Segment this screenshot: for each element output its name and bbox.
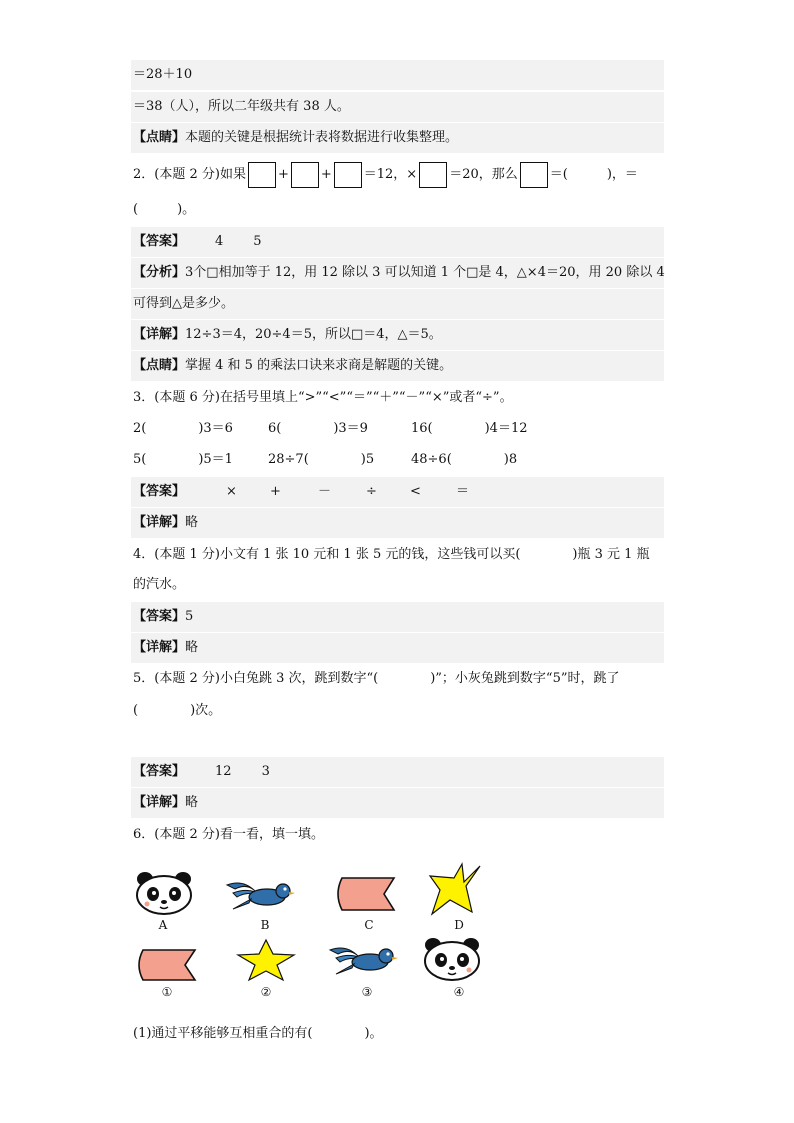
blank-box[interactable] — [291, 162, 319, 188]
blank-box[interactable] — [248, 162, 276, 188]
bird-icon — [328, 942, 398, 978]
star-icon — [236, 938, 296, 982]
star-icon — [428, 864, 484, 918]
figure-label-4: ④ — [453, 985, 465, 999]
answer-line: 【答案】 4 5 — [131, 227, 664, 257]
question-6-sub-1: (1)通过平移能够互相重合的有( )。 — [133, 1026, 383, 1041]
figure-label-d: D — [454, 918, 464, 932]
solution-line: ＝28＋10 — [131, 60, 664, 90]
figure-label-b: B — [260, 918, 270, 932]
bird-icon — [225, 877, 295, 913]
question-4: 4．(本题 1 分)小文有 1 张 10 元和 1 张 5 元的钱，这些钱可以买( )瓶 3 元 1 瓶 — [133, 547, 650, 562]
detail-line: 【详解】略 — [131, 633, 664, 663]
key-point-line: 【点睛】本题的关键是根据统计表将数据进行收集整理。 — [131, 123, 664, 153]
question-6: 6．(本题 2 分)看一看，填一填。 — [133, 827, 324, 842]
question-2-cont: ( )。 — [133, 202, 196, 217]
analysis-line: 【分析】3个□相加等于 12，用 12 除以 3 可以知道 1 个□是 4，△×4＝20，用 20 除以 4 — [131, 258, 664, 288]
analysis-line-2: 可得到△是多少。 — [131, 289, 664, 319]
detail-line: 【详解】略 — [131, 788, 664, 818]
question-3-row-2: 5( )5＝1 28÷7( )5 48÷6( )8 — [133, 452, 518, 467]
figure-label-1: ① — [161, 985, 173, 999]
question-5: 5．(本题 2 分)小白兔跳 3 次，跳到数字“( )”；小灰兔跳到数字“5”时，跳了 — [133, 671, 620, 686]
solution-line: ＝38（人），所以二年级共有 38 人。 — [131, 92, 664, 122]
blank-box[interactable] — [520, 162, 548, 188]
question-5-cont: ( )次。 — [133, 703, 222, 718]
blank-box[interactable] — [334, 162, 362, 188]
answer-line: 【答案】5 — [131, 602, 664, 632]
question-2: 2．(本题 2 分)如果 + + ＝12，× ＝20，那么 ＝( )，＝ — [131, 160, 664, 190]
blank-box[interactable] — [419, 162, 447, 188]
figure-label-a: A — [158, 918, 168, 932]
question-4-cont: 的汽水。 — [133, 577, 186, 592]
answer-line: 【答案】 12 3 — [131, 757, 664, 787]
answer-line: 【答案】 × + － ÷ < ＝ — [131, 477, 664, 507]
question-3: 3．(本题 6 分)在括号里填上“>”“<”“＝”“＋”“－”“×”或者“÷”。 — [133, 390, 513, 405]
detail-line: 【详解】12÷3＝4，20÷4＝5，所以□＝4，△＝5。 — [131, 320, 664, 350]
figure-label-2: ② — [260, 985, 272, 999]
key-point-line: 【点睛】掌握 4 和 5 的乘法口诀来求商是解题的关键。 — [131, 351, 664, 381]
detail-line: 【详解】略 — [131, 508, 664, 538]
ribbon-shape-icon — [336, 876, 396, 912]
panda-icon — [421, 936, 483, 982]
ribbon-shape-icon — [137, 948, 197, 982]
figure-label-c: C — [364, 918, 374, 932]
panda-icon — [133, 870, 195, 916]
figure-label-3: ③ — [361, 985, 373, 999]
question-3-row-1: 2( )3＝6 6( )3＝9 16( )4＝12 — [133, 421, 528, 436]
